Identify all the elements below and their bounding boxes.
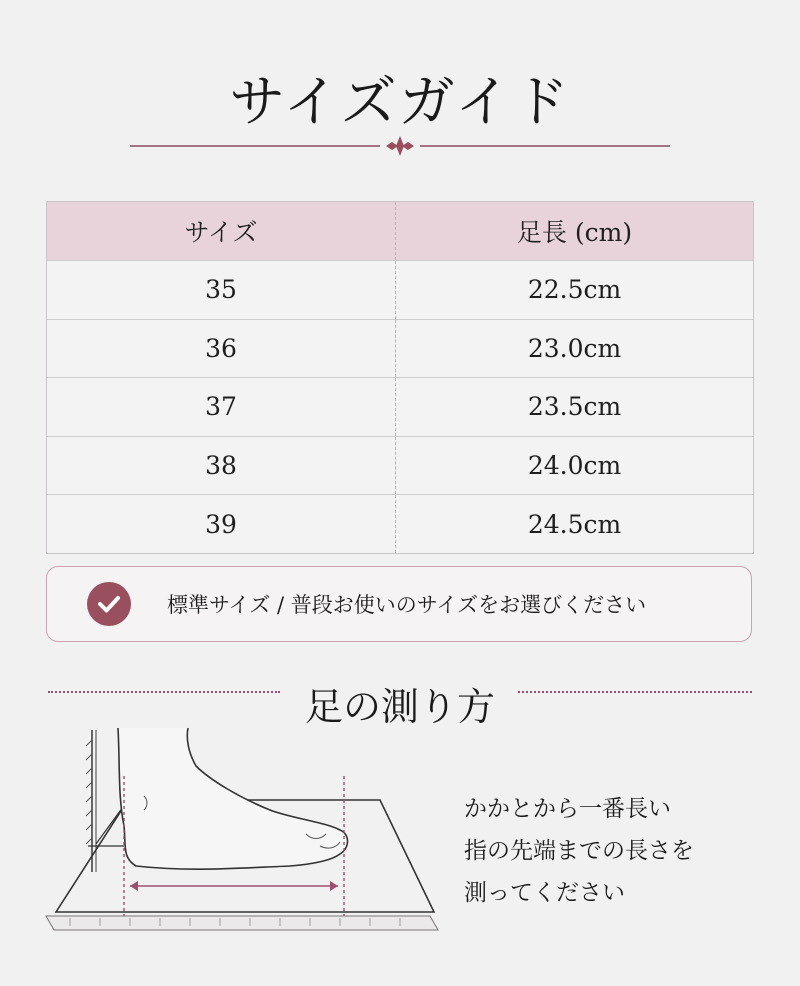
instruction-line: 指の先端までの長さを (464, 838, 694, 864)
size-cell: 36 (47, 320, 396, 378)
length-cell: 22.5cm (527, 275, 622, 305)
foot-measurement-illustration (40, 726, 450, 936)
header-size: サイズ (47, 202, 396, 260)
table-row (47, 436, 753, 495)
length-cell: 24.0cm (527, 451, 622, 481)
measurement-instructions (464, 788, 694, 914)
table-row (47, 319, 753, 378)
section-heading: 足の測り方 (304, 685, 495, 729)
size-cell: 38 (47, 437, 396, 495)
check-circle-icon (87, 582, 131, 626)
instruction-line: 測ってください (464, 880, 625, 906)
ornament-divider (130, 134, 670, 158)
table-row (47, 377, 753, 436)
length-cell: 23.5cm (527, 392, 622, 422)
instruction-line: かかとから一番長い (464, 796, 671, 822)
size-cell: 35 (47, 261, 396, 319)
table-row (47, 260, 753, 319)
recommendation-note (46, 566, 752, 642)
page-title: サイズガイド (229, 70, 571, 135)
header-foot-length: 足長 (cm) (516, 218, 633, 247)
table-header-row (47, 202, 753, 260)
note-text: 標準サイズ / 普段お使いのサイズをお選びください (167, 593, 647, 617)
size-cell: 39 (47, 495, 396, 553)
size-table (46, 201, 754, 554)
length-cell: 24.5cm (527, 509, 622, 539)
length-cell: 23.0cm (527, 333, 622, 363)
size-cell: 37 (47, 378, 396, 436)
table-row (47, 494, 753, 553)
dotted-divider-right (518, 691, 752, 693)
